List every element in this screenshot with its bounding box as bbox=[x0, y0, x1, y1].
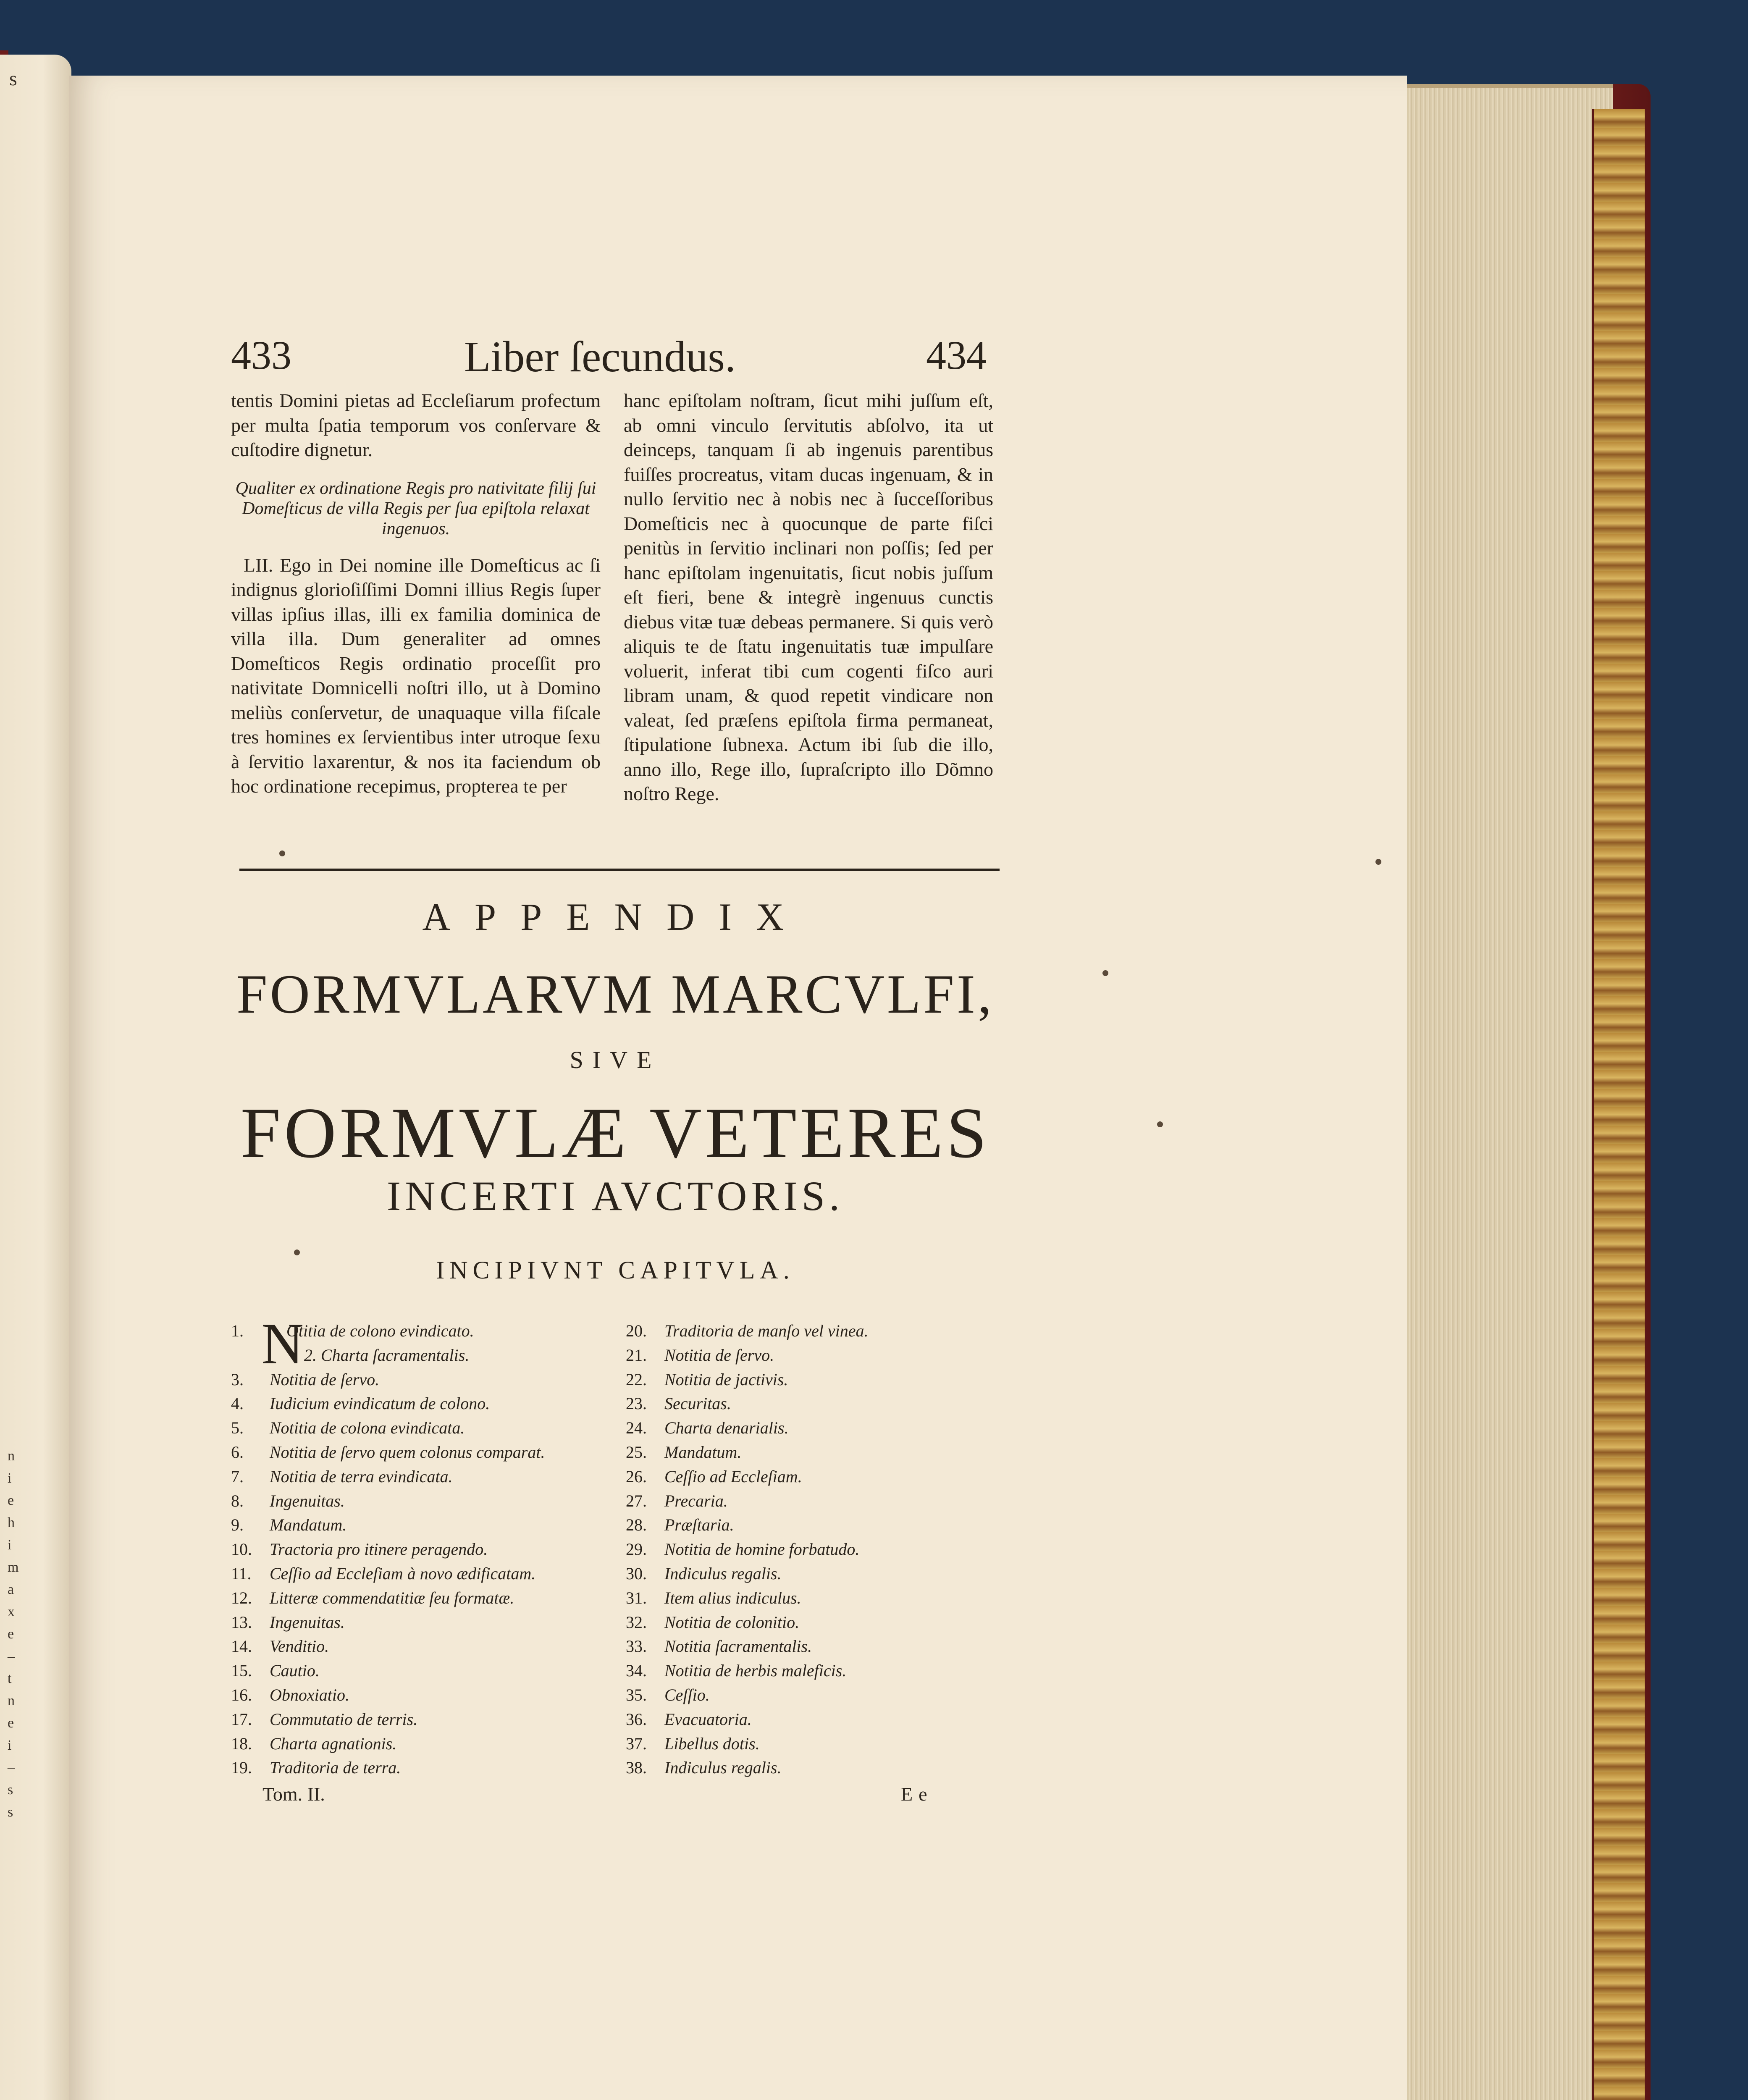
chapter-number: 32. bbox=[626, 1612, 647, 1632]
chapter-item bbox=[626, 1513, 1004, 1537]
chapter-number: 10. bbox=[231, 1540, 252, 1559]
foxing-spot bbox=[1375, 859, 1381, 865]
chapter-item bbox=[626, 1391, 1004, 1416]
chapter-item bbox=[231, 1707, 609, 1732]
foxing-spot bbox=[1157, 1121, 1163, 1127]
margin-glyph: n bbox=[8, 1448, 15, 1464]
chapter-item bbox=[231, 1368, 609, 1392]
chapter-item bbox=[231, 1659, 609, 1683]
chapter-item bbox=[231, 1319, 609, 1343]
chapter-item bbox=[231, 1537, 609, 1562]
chapter-number: 4. bbox=[231, 1394, 244, 1413]
chapter-number: 25. bbox=[626, 1442, 647, 1462]
margin-glyph: m bbox=[8, 1559, 19, 1575]
margin-glyph: e bbox=[8, 1626, 14, 1642]
chapter-number: 12. bbox=[231, 1588, 252, 1607]
appendix-title-line5: INCERTI AVCTORIS. bbox=[386, 1173, 844, 1219]
chapter-number: 36. bbox=[626, 1709, 647, 1729]
chapter-title: Notitia de colonitio. bbox=[664, 1612, 800, 1632]
chapter-title: Præſtaria. bbox=[664, 1515, 734, 1535]
left-page-folio: s bbox=[9, 68, 17, 90]
margin-glyph: i bbox=[8, 1537, 12, 1553]
chapter-list-left bbox=[231, 1319, 609, 1780]
chapter-number: 29. bbox=[626, 1540, 647, 1559]
margin-glyph: e bbox=[8, 1715, 14, 1731]
margin-glyph: i bbox=[8, 1738, 12, 1753]
chapter-title: Commutatio de terris. bbox=[270, 1709, 418, 1729]
chapter-list-right bbox=[626, 1319, 1004, 1780]
chapter-number: 22. bbox=[626, 1370, 647, 1389]
chapter-number: 6. bbox=[231, 1442, 244, 1462]
chapter-number: 18. bbox=[231, 1734, 252, 1753]
chapter-item bbox=[231, 1634, 609, 1659]
signature-mark: Ee bbox=[901, 1783, 933, 1805]
chapter-item bbox=[626, 1610, 1004, 1635]
margin-glyph: s bbox=[8, 1782, 13, 1798]
chapter-number: 19. bbox=[231, 1758, 252, 1777]
foxing-spot bbox=[279, 850, 285, 856]
chapter-title: Ceſſio ad Eccleſiam. bbox=[664, 1467, 802, 1486]
chapter-number: 11. bbox=[231, 1564, 252, 1583]
chapter-title: Charta agnationis. bbox=[270, 1734, 397, 1753]
margin-glyph: x bbox=[8, 1604, 15, 1620]
chapter-title: Ingenuitas. bbox=[270, 1612, 345, 1632]
chapter-number: 9. bbox=[231, 1515, 244, 1535]
chapter-title: Notitia de ſervo quem colonus comparat. bbox=[270, 1442, 545, 1462]
horizontal-rule bbox=[239, 869, 1000, 871]
page-block-edge bbox=[1394, 84, 1613, 2100]
margin-glyph: i bbox=[8, 1470, 12, 1486]
chapter-title: Indiculus regalis. bbox=[664, 1564, 782, 1583]
chapter-title: Notitia de homine forbatudo. bbox=[664, 1540, 860, 1559]
margin-glyph: – bbox=[8, 1760, 15, 1775]
chapter-number: 30. bbox=[626, 1564, 647, 1583]
margin-glyph: – bbox=[8, 1648, 15, 1664]
chapter-item bbox=[626, 1368, 1004, 1392]
chapter-title: Evacuatoria. bbox=[664, 1709, 752, 1729]
chapter-item bbox=[231, 1416, 609, 1440]
page-number-right: 434 bbox=[926, 333, 987, 378]
margin-glyph: a bbox=[8, 1582, 14, 1597]
chapter-number: 7. bbox=[231, 1467, 244, 1486]
chapter-item bbox=[626, 1537, 1004, 1562]
chapter-number: 13. bbox=[231, 1612, 252, 1632]
appendix-title-line2: FORMVLARVM MARCVLFI, bbox=[236, 963, 994, 1025]
text-column-left bbox=[231, 388, 601, 799]
chapter-title: 2. Charta ſacramentalis. bbox=[304, 1345, 470, 1365]
chapter-item bbox=[626, 1634, 1004, 1659]
appendix-title-sive: SIVE bbox=[570, 1046, 661, 1074]
chapter-title: Litteræ commendatitiæ ſeu formatæ. bbox=[270, 1588, 514, 1607]
chapter-item bbox=[626, 1732, 1004, 1756]
chapter-number: 34. bbox=[626, 1661, 647, 1680]
chapter-number: 38. bbox=[626, 1758, 647, 1777]
chapter-title: Notitia ſacramentalis. bbox=[664, 1637, 812, 1656]
chapter-number: 33. bbox=[626, 1637, 647, 1656]
formula-heading: Qualiter ex ordinatione Regis pro nativitate filij ſui Domeſticus de villa Regis per ſua epiſtola relaxat ingenuos. bbox=[235, 478, 596, 538]
paragraph: tentis Domini pietas ad Eccleſiarum profectum per multa ſpatia temporum vos conſervare & cuſtodire dignetur. bbox=[231, 390, 601, 460]
chapter-number: 24. bbox=[626, 1418, 647, 1438]
chapter-title: Ceſſio. bbox=[664, 1685, 710, 1704]
volume-mark: Tom. II. bbox=[262, 1783, 325, 1805]
chapter-number: 35. bbox=[626, 1685, 647, 1704]
chapter-item bbox=[626, 1319, 1004, 1343]
chapter-item bbox=[231, 1489, 609, 1513]
chapter-title: Notitia de jactivis. bbox=[664, 1370, 788, 1389]
chapter-number: 26. bbox=[626, 1467, 647, 1486]
chapter-number: 15. bbox=[231, 1661, 252, 1680]
chapter-title: Mandatum. bbox=[664, 1442, 742, 1462]
chapter-number: 1. bbox=[231, 1321, 244, 1340]
chapter-title: Venditio. bbox=[270, 1637, 329, 1656]
chapter-item bbox=[626, 1465, 1004, 1489]
chapter-item bbox=[626, 1659, 1004, 1683]
chapter-number: 5. bbox=[231, 1418, 244, 1438]
chapter-number: 8. bbox=[231, 1491, 244, 1510]
chapter-title: Indiculus regalis. bbox=[664, 1758, 782, 1777]
chapter-number: 14. bbox=[231, 1637, 252, 1656]
chapter-title: Notitia de ſervo. bbox=[664, 1345, 774, 1365]
chapter-number: 31. bbox=[626, 1588, 647, 1607]
chapter-number: 20. bbox=[626, 1321, 647, 1340]
chapter-number: 16. bbox=[231, 1685, 252, 1704]
chapter-item bbox=[626, 1683, 1004, 1707]
chapter-title: Cautio. bbox=[270, 1661, 320, 1680]
left-page-margin-text bbox=[8, 1445, 24, 1823]
foxing-spot bbox=[1102, 970, 1108, 976]
chapter-item bbox=[626, 1489, 1004, 1513]
chapter-number: 21. bbox=[626, 1345, 647, 1365]
chapter-title: Precaria. bbox=[664, 1491, 728, 1510]
chapter-item bbox=[626, 1343, 1004, 1368]
chapter-number: 28. bbox=[626, 1515, 647, 1535]
chapters-heading: INCIPIVNT CAPITVLA. bbox=[436, 1256, 795, 1284]
gilt-marbled-edge bbox=[1592, 109, 1645, 2100]
chapter-title: Notitia de ſervo. bbox=[270, 1370, 380, 1389]
chapter-title: Libellus dotis. bbox=[664, 1734, 760, 1753]
margin-glyph: e bbox=[8, 1493, 14, 1508]
chapter-item bbox=[231, 1562, 609, 1586]
chapter-item bbox=[231, 1610, 609, 1635]
page-number-left: 433 bbox=[231, 333, 291, 378]
chapter-item bbox=[626, 1756, 1004, 1780]
chapter-item bbox=[626, 1707, 1004, 1732]
chapter-item bbox=[626, 1562, 1004, 1586]
chapter-item bbox=[231, 1391, 609, 1416]
chapter-item bbox=[231, 1513, 609, 1537]
chapter-title: Securitas. bbox=[664, 1394, 731, 1413]
appendix-title-line4: FORMVLÆ VETERES bbox=[240, 1093, 990, 1173]
chapter-item bbox=[626, 1440, 1004, 1465]
chapter-title: Traditoria de manſo vel vinea. bbox=[664, 1321, 869, 1340]
chapter-number: 23. bbox=[626, 1394, 647, 1413]
chapter-number: 37. bbox=[626, 1734, 647, 1753]
margin-glyph: s bbox=[8, 1804, 13, 1820]
paragraph: hanc epiſtolam noſtram, ſicut mihi juſſum eſt, ab omni vinculo ſervitutis abſolvo, ita ut deinceps, tanquam ſi ab ingenuis parentibus fuiſſes procreatus, vitam ducas ingenuam, & in nullo ſervitio nec à nobis nec à ſucceſſoribus Domeſticis nec à quocunque de parte fiſci penitùs in ſervitio inclinari non poſſis; ſed per hanc epiſtolam ingenuitatis, ſicut nobis juſſum eſt fieri, bene & integrè ingenuus cunctis diebus vitæ tuæ debeas permanere. Si quis verò aliquis te de ſtatu ingenuitatis tuæ impulſare voluerit, inferat tibi cum cogenti fiſco auri libram unam, & quod repetit vindicare non valeat, ſed præſens epiſtola firma permaneat, ſtipulatione ſubnexa. Actum ibi ſub die illo, anno illo, Rege illo, ſupraſcripto illo Dõmno noſtro Rege. bbox=[624, 390, 993, 804]
margin-glyph: t bbox=[8, 1671, 12, 1686]
chapter-item bbox=[626, 1416, 1004, 1440]
chapter-title: Notitia de colona evindicata. bbox=[270, 1418, 465, 1438]
chapter-title: Mandatum. bbox=[270, 1515, 347, 1535]
chapter-title: Charta denarialis. bbox=[664, 1418, 789, 1438]
chapter-number: 17. bbox=[231, 1709, 252, 1729]
text-column-right bbox=[624, 388, 993, 806]
chapter-title: Ceſſio ad Eccleſiam à novo ædificatam. bbox=[270, 1564, 536, 1583]
chapter-item bbox=[231, 1683, 609, 1707]
margin-glyph: n bbox=[8, 1693, 15, 1709]
appendix-title: APPENDIX bbox=[422, 895, 808, 938]
chapter-number: 3. bbox=[231, 1370, 244, 1389]
chapter-item bbox=[231, 1586, 609, 1610]
chapter-title: Tractoria pro itinere peragendo. bbox=[270, 1540, 488, 1559]
chapter-item bbox=[626, 1586, 1004, 1610]
chapter-item bbox=[231, 1343, 609, 1368]
chapter-item bbox=[231, 1756, 609, 1780]
chapter-title: Obnoxiatio. bbox=[270, 1685, 349, 1704]
running-head-title: Liber ſecundus. bbox=[464, 333, 736, 381]
chapter-title: Iudicium evindicatum de colono. bbox=[270, 1394, 490, 1413]
chapter-title: Traditoria de terra. bbox=[270, 1758, 401, 1777]
paragraph: LII. Ego in Dei nomine ille Domeſticus ac ſi indignus glorioſiſſimi Domni illius Regis ſuper villas ipſius illas, illi ex familia dominica de villa illa. Dum generaliter ad omnes Domeſticos Regis ordinatio proceſſit pro nativitate Domnicelli noſtri illo, ut à Domino meliùs conſervetur, de unaquaque villa fiſcale tres homines ex ſervientibus inter utroque ſexu à ſervitio laxarentur, & nos ita faciendum ob hoc ordinatione recepimus, propterea te per bbox=[231, 554, 601, 797]
chapter-title: Ingenuitas. bbox=[270, 1491, 345, 1510]
chapter-title: Notitia de terra evindicata. bbox=[270, 1467, 453, 1486]
chapter-item bbox=[231, 1732, 609, 1756]
margin-glyph: h bbox=[8, 1515, 15, 1530]
chapter-title: Otitia de colono evindicato. bbox=[286, 1321, 474, 1340]
chapter-title: Item alius indiculus. bbox=[664, 1588, 801, 1607]
foxing-spot bbox=[294, 1250, 300, 1255]
chapter-item bbox=[231, 1465, 609, 1489]
chapter-title: Notitia de herbis maleficis. bbox=[664, 1661, 847, 1680]
chapter-number: 27. bbox=[626, 1491, 647, 1510]
chapter-item bbox=[231, 1440, 609, 1465]
drop-capital: N bbox=[261, 1311, 304, 1376]
